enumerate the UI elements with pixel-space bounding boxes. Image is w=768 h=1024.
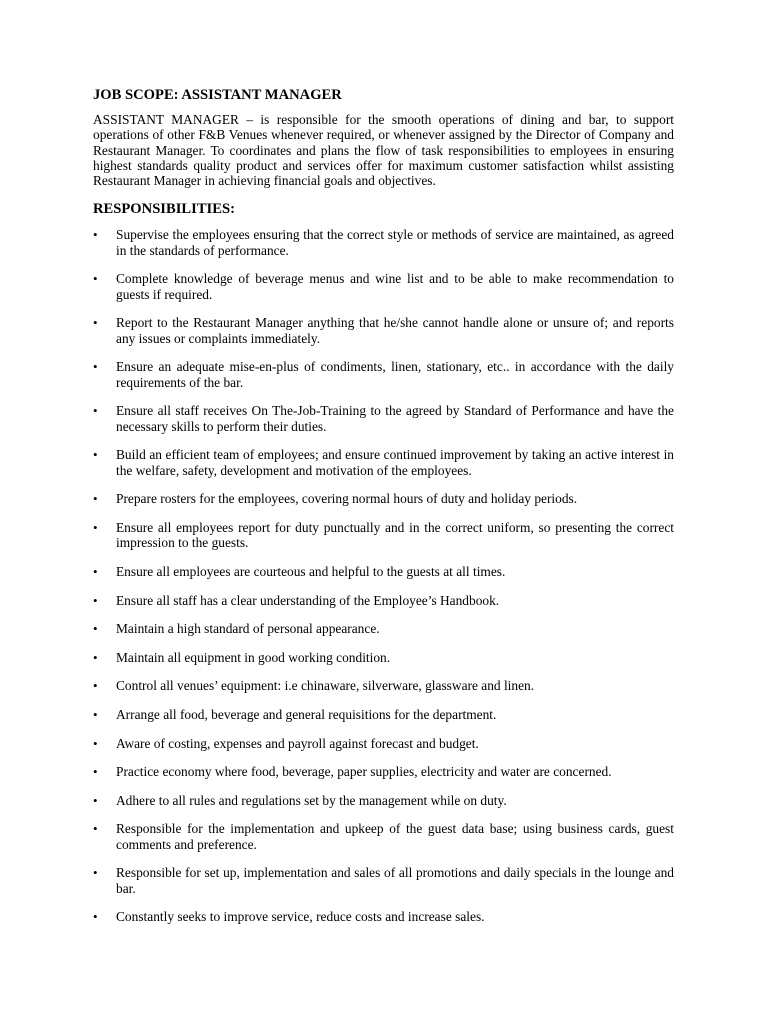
responsibility-text: Responsible for the implementation and upkeep of the guest data base; using business cards, guest comments and preference.: [116, 821, 674, 852]
bullet-icon: •: [93, 491, 98, 507]
responsibility-item: [93, 865, 674, 909]
responsibility-text: Ensure all employees are courteous and helpful to the guests at all times.: [116, 564, 506, 580]
bullet-icon: •: [93, 865, 98, 881]
responsibility-text: Practice economy where food, beverage, paper supplies, electricity and water are concerned.: [116, 764, 612, 780]
responsibility-item: [93, 520, 674, 564]
responsibility-item: [93, 909, 674, 938]
bullet-icon: •: [93, 678, 98, 694]
responsibility-text: Aware of costing, expenses and payroll against forecast and budget.: [116, 735, 479, 751]
document-title: JOB SCOPE: ASSISTANT MANAGER: [93, 87, 342, 103]
responsibility-item: [93, 678, 674, 707]
bullet-icon: •: [93, 271, 98, 287]
responsibility-item: [93, 707, 674, 736]
responsibility-item: [93, 821, 674, 865]
bullet-icon: •: [93, 649, 98, 665]
responsibility-text: Prepare rosters for the employees, covering normal hours of duty and holiday periods.: [116, 491, 578, 507]
responsibility-item: [93, 315, 674, 359]
responsibility-text: Supervise the employees ensuring that the correct style or methods of service are maintained, as agreed in the standards of performance.: [116, 227, 674, 258]
bullet-icon: •: [93, 564, 98, 580]
bullet-icon: •: [93, 621, 98, 637]
responsibility-text: Constantly seeks to improve service, reduce costs and increase sales.: [116, 909, 485, 925]
bullet-icon: •: [93, 735, 98, 751]
responsibility-item: [93, 447, 674, 491]
bullet-icon: •: [93, 764, 98, 780]
responsibility-text: Maintain all equipment in good working condition.: [116, 649, 391, 665]
bullet-icon: •: [93, 227, 98, 243]
responsibility-text: Adhere to all rules and regulations set by the management while on duty.: [116, 792, 507, 808]
responsibility-text: Ensure all employees report for duty punctually and in the correct uniform, so presenting the correct impression to the guests.: [116, 520, 674, 551]
responsibility-item: [93, 564, 674, 593]
responsibility-text: Ensure an adequate mise-en-plus of condiments, linen, stationary, etc.. in accordance with the daily requirements of the bar.: [116, 359, 674, 390]
responsibility-item: [93, 764, 674, 793]
responsibility-item: [93, 650, 674, 679]
responsibility-item: [93, 736, 674, 765]
responsibility-item: [93, 593, 674, 622]
responsibility-text: Ensure all staff has a clear understanding of the Employee’s Handbook.: [116, 592, 500, 608]
responsibility-item: [93, 271, 674, 315]
document-page: [93, 86, 674, 938]
responsibilities-heading: RESPONSIBILITIES:: [93, 201, 235, 218]
responsibility-item: [93, 793, 674, 822]
bullet-icon: •: [93, 792, 98, 808]
responsibility-text: Complete knowledge of beverage menus and wine list and to be able to make recommendation to guests if required.: [116, 271, 674, 302]
responsibility-item: [93, 403, 674, 447]
intro-paragraph: ASSISTANT MANAGER – is responsible for the smooth operations of dining and bar, to support operations of other F&B Venues whenever required, or whenever assigned by the Director of Company and Restaurant Manager. To coordinates and plans the flow of task responsibilities to employees in ensuring highest standards quality product and services offer for maximum customer satisfaction whilst assisting Restaurant Manager in achieving financial goals and objectives.: [93, 112, 674, 189]
responsibility-text: Responsible for set up, implementation and sales of all promotions and daily specials in the lounge and bar.: [116, 865, 674, 896]
responsibility-text: Control all venues’ equipment: i.e chinaware, silverware, glassware and linen.: [116, 678, 535, 694]
bullet-icon: •: [93, 447, 98, 463]
responsibility-text: Report to the Restaurant Manager anything that he/she cannot handle alone or unsure of; and reports any issues or complaints immediately.: [116, 315, 674, 346]
responsibility-text: Ensure all staff receives On The-Job-Training to the agreed by Standard of Performance and have the necessary skills to perform their duties.: [116, 403, 674, 434]
bullet-icon: •: [93, 707, 98, 723]
responsibility-text: Build an efficient team of employees; and ensure continued improvement by taking an active interest in the welfare, safety, development and motivation of the employees.: [116, 447, 674, 478]
bullet-icon: •: [93, 315, 98, 331]
responsibility-item: [93, 227, 674, 271]
bullet-icon: •: [93, 592, 98, 608]
responsibility-item: [93, 621, 674, 650]
responsibilities-list: [93, 227, 674, 938]
responsibility-text: Maintain a high standard of personal appearance.: [116, 621, 380, 637]
bullet-icon: •: [93, 403, 98, 419]
responsibility-item: [93, 359, 674, 403]
bullet-icon: •: [93, 520, 98, 536]
bullet-icon: •: [93, 909, 98, 925]
bullet-icon: •: [93, 359, 98, 375]
responsibility-text: Arrange all food, beverage and general requisitions for the department.: [116, 707, 497, 723]
bullet-icon: •: [93, 821, 98, 837]
responsibility-item: [93, 491, 674, 520]
